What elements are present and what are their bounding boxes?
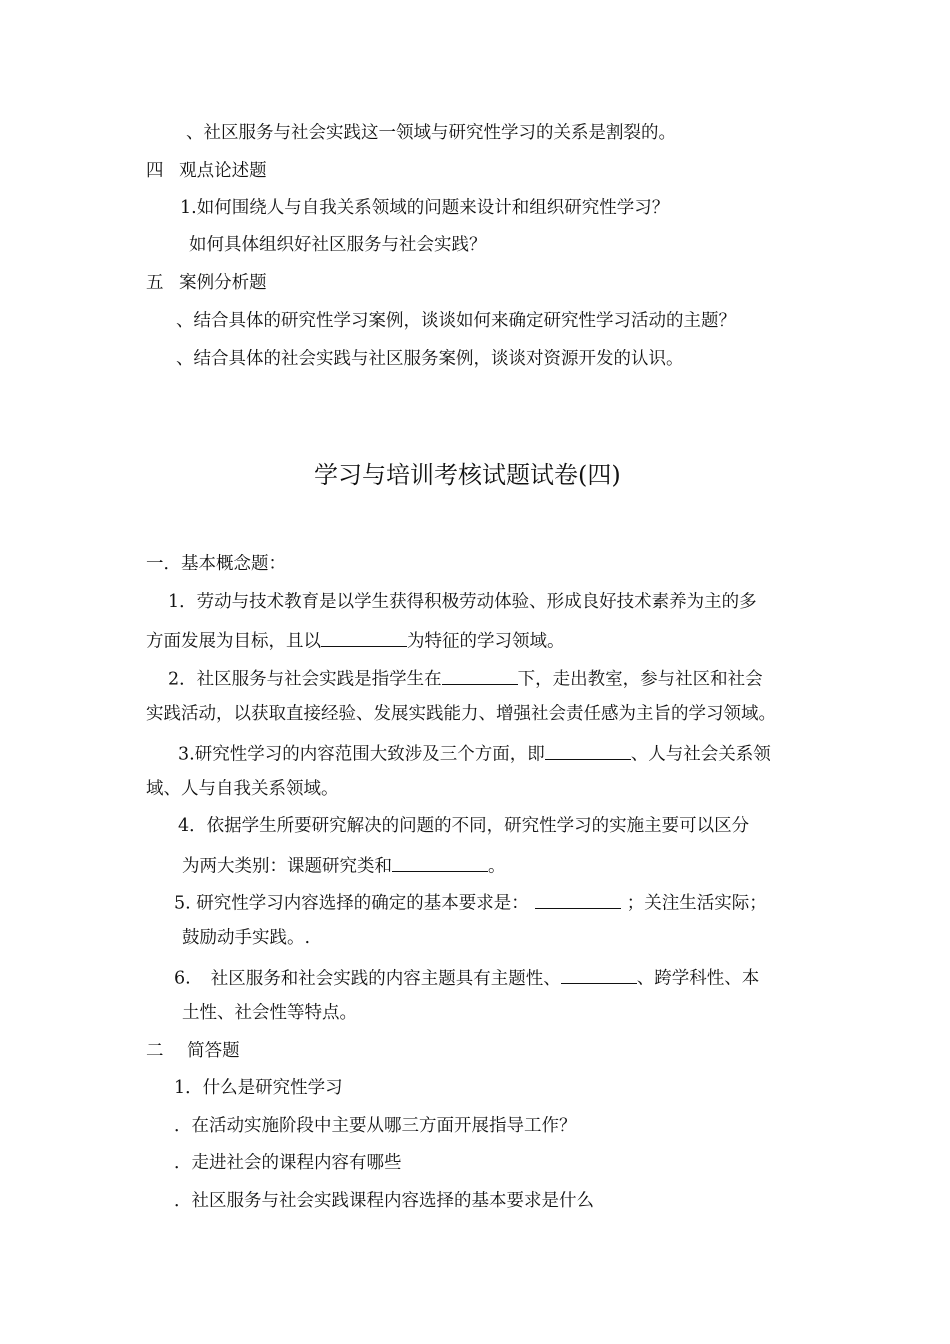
fill-in-blank[interactable]	[545, 741, 631, 760]
section-number: 二	[146, 1041, 164, 1061]
question-4-line-2: 为两大类别：课题研究类和 。	[182, 853, 506, 878]
section-four-heading	[146, 160, 267, 182]
page-title: 学习与培训考核试题试卷(四)	[314, 461, 621, 489]
section-number: 五	[146, 273, 164, 293]
section-title: 案例分析题	[179, 273, 267, 293]
question-5-line-2: 鼓励动手实践。.	[182, 928, 311, 948]
question-3-line-1: 3.研究性学习的内容范围大致涉及三个方面，即 、人与社会关系领	[178, 741, 771, 766]
section-title: 简答题	[187, 1041, 240, 1061]
question-6-line-2: 土性、社会性等特点。	[182, 1003, 357, 1023]
question-3-line-2: 域、人与自我关系领域。	[146, 779, 339, 799]
fill-in-blank[interactable]	[535, 890, 621, 909]
question-5-line-1: 5. 研究性学习内容选择的确定的基本要求是： ；关注生活实际；	[174, 890, 767, 915]
short-answer-question-1: 1．什么是研究性学习	[174, 1078, 343, 1098]
question-6-line-1: 6. 社区服务和社会实践的内容主题具有主题性、 、跨学科性、本	[174, 965, 759, 990]
fill-in-blank[interactable]	[442, 666, 518, 685]
fill-in-blank[interactable]	[392, 853, 488, 872]
fill-in-blank[interactable]	[321, 628, 407, 647]
section-number: 四	[146, 161, 164, 181]
short-answer-question-3: ．走进社会的课程内容有哪些	[174, 1153, 402, 1173]
question-4-line-1: 4．依据学生所要研究解决的问题的不同，研究性学习的实施主要可以区分	[178, 816, 750, 836]
essay-question-2: 如何具体组织好社区服务与社会实践？	[189, 235, 487, 255]
part-one-heading: 一．基本概念题：	[146, 554, 286, 574]
section-title: 观点论述题	[179, 161, 267, 181]
section-five-heading	[146, 272, 267, 294]
essay-question-1: 1.如何围绕人与自我关系领域的问题来设计和组织研究性学习？	[180, 198, 670, 218]
question-2-line-2: 实践活动，以获取直接经验、发展实践能力、增强社会责任感为主旨的学习领域。	[146, 704, 776, 724]
case-question-2: 、结合具体的社会实践与社区服务案例，谈谈对资源开发的认识。	[176, 349, 684, 369]
short-answer-question-4: ．社区服务与社会实践课程内容选择的基本要求是什么	[174, 1191, 594, 1211]
part-two-heading	[146, 1040, 240, 1062]
question-1-line-1: 1．劳动与技术教育是以学生获得积极劳动体验、形成良好技术素养为主的多	[168, 592, 757, 612]
question-2-line-1: 2．社区服务与社会实践是指学生在 下，走出教室，参与社区和社会	[168, 666, 763, 691]
statement-line: 、社区服务与社会实践这一领域与研究性学习的关系是割裂的。	[186, 123, 676, 143]
short-answer-question-2: ．在活动实施阶段中主要从哪三方面开展指导工作？	[174, 1116, 577, 1136]
question-1-line-2: 方面发展为目标，且以 为特征的学习领域。	[146, 628, 565, 653]
case-question-1: 、结合具体的研究性学习案例，谈谈如何来确定研究性学习活动的主题？	[176, 311, 736, 331]
fill-in-blank[interactable]	[561, 965, 637, 984]
